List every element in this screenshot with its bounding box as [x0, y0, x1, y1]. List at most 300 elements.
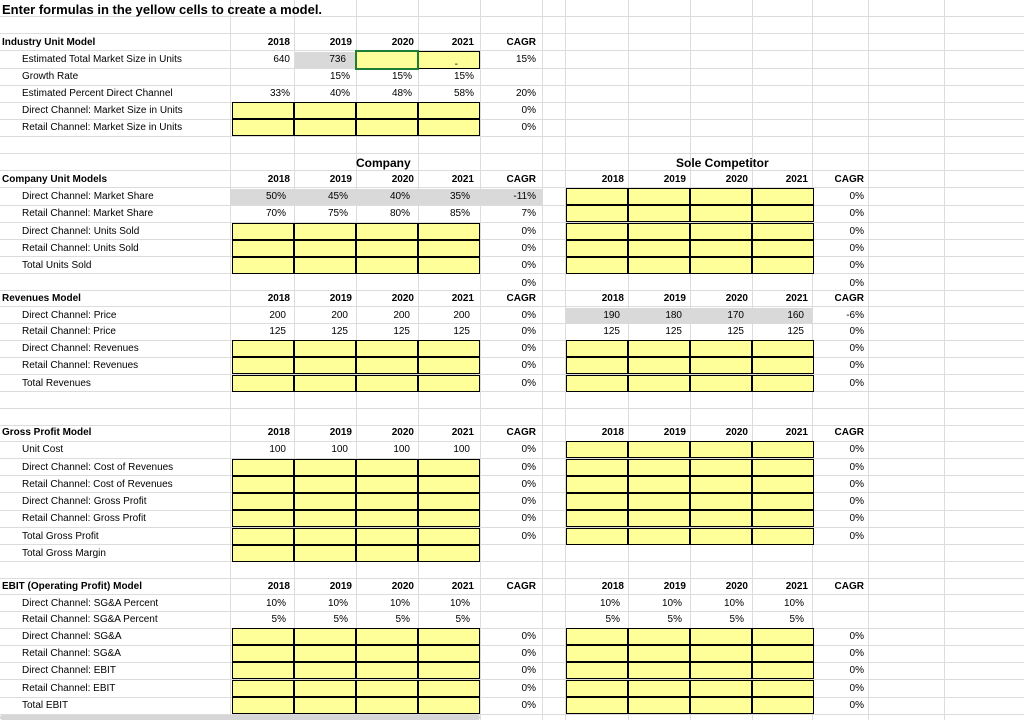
cell[interactable]: 190	[603, 310, 620, 321]
row-label: Direct Channel: Price	[22, 310, 117, 321]
yellow-input-cell[interactable]	[690, 205, 752, 222]
cell: 0%	[521, 444, 536, 455]
competitor-cagr-header: CAGR	[834, 293, 864, 304]
cell[interactable]: 160	[787, 310, 804, 321]
yellow-input-cell[interactable]	[418, 628, 480, 645]
yellow-input-cell[interactable]	[690, 340, 752, 357]
yellow-input-cell[interactable]	[356, 662, 418, 679]
yellow-input-cell[interactable]	[690, 257, 752, 274]
yellow-input-cell[interactable]	[628, 257, 690, 274]
cell[interactable]: 45%	[327, 191, 348, 202]
yellow-input-cell[interactable]	[566, 645, 628, 662]
yellow-input-cell[interactable]	[690, 357, 752, 374]
yellow-input-cell[interactable]	[752, 188, 814, 205]
yellow-input-cell[interactable]	[418, 223, 480, 240]
competitor-year-header: 2019	[663, 581, 686, 592]
cell: 0%	[521, 665, 536, 676]
yellow-input-cell[interactable]	[232, 528, 294, 545]
yellow-input-cell[interactable]	[752, 645, 814, 662]
cell[interactable]: 125	[665, 326, 682, 337]
yellow-input-cell[interactable]	[566, 340, 628, 357]
yellow-input-cell[interactable]	[566, 357, 628, 374]
yellow-input-cell[interactable]	[418, 102, 480, 119]
yellow-input-cell[interactable]	[752, 528, 814, 545]
cell[interactable]: 15%	[453, 71, 474, 82]
yellow-input-cell[interactable]	[356, 240, 418, 257]
yellow-input-cell[interactable]	[690, 697, 752, 714]
year-header: 2018	[267, 174, 290, 185]
row-label: Retail Channel: SG&A Percent	[22, 614, 158, 625]
yellow-input-cell[interactable]	[628, 188, 690, 205]
cell[interactable]: 125	[787, 326, 804, 337]
yellow-input-cell[interactable]	[628, 662, 690, 679]
yellow-input-cell[interactable]	[232, 645, 294, 662]
cell[interactable]: 10%	[389, 598, 410, 609]
cell[interactable]: 125	[453, 326, 470, 337]
yellow-input-cell[interactable]	[294, 662, 356, 679]
yellow-input-cell[interactable]	[418, 545, 480, 562]
cell[interactable]: 50%	[265, 191, 286, 202]
cell[interactable]: 100	[453, 444, 470, 455]
yellow-input-cell[interactable]	[566, 223, 628, 240]
row-label: Total EBIT	[22, 700, 69, 711]
cell[interactable]: 200	[453, 310, 470, 321]
cell: 0%	[849, 700, 864, 711]
cell[interactable]: 200	[331, 310, 348, 321]
cell: 20%	[515, 88, 536, 99]
yellow-input-cell[interactable]	[294, 340, 356, 357]
year-header: 2018	[267, 293, 290, 304]
yellow-input-cell[interactable]	[418, 510, 480, 527]
cell: 0%	[521, 648, 536, 659]
cell[interactable]: 5%	[667, 614, 682, 625]
yellow-input-cell[interactable]	[690, 528, 752, 545]
yellow-input-cell[interactable]	[232, 119, 294, 136]
yellow-input-cell[interactable]	[418, 257, 480, 274]
yellow-input-cell[interactable]	[418, 119, 480, 136]
row-label: Retail Channel: SG&A	[22, 648, 121, 659]
competitor-year-header: 2018	[601, 581, 624, 592]
cell: 0%	[521, 700, 536, 711]
year-2021: 2021	[451, 37, 474, 48]
yellow-input-cell[interactable]	[628, 697, 690, 714]
row-label: Direct Channel: Cost of Revenues	[22, 462, 174, 473]
yellow-input-cell[interactable]	[752, 459, 814, 476]
yellow-input-cell[interactable]	[418, 357, 480, 374]
competitor-year-header: 2021	[785, 293, 808, 304]
yellow-input-cell[interactable]	[356, 493, 418, 510]
yellow-input-cell[interactable]	[232, 357, 294, 374]
year-header: 2020	[391, 174, 414, 185]
yellow-input-cell[interactable]	[356, 645, 418, 662]
yellow-input-cell[interactable]	[294, 476, 356, 493]
row-label: Growth Rate	[22, 71, 79, 82]
yellow-input-cell[interactable]	[294, 375, 356, 392]
cell[interactable]: 736	[329, 54, 346, 65]
yellow-input-cell[interactable]	[356, 257, 418, 274]
yellow-input-cell[interactable]	[690, 240, 752, 257]
cell: 0%	[521, 326, 536, 337]
yellow-input-cell[interactable]	[294, 223, 356, 240]
yellow-input-cell[interactable]	[628, 459, 690, 476]
cell[interactable]: 33%	[269, 88, 290, 99]
competitor-year-header: 2018	[601, 293, 624, 304]
cell[interactable]: 5%	[789, 614, 804, 625]
cell: 0%	[849, 208, 864, 219]
yellow-input-cell[interactable]	[232, 459, 294, 476]
cell: 0%	[849, 226, 864, 237]
yellow-input-cell[interactable]	[566, 528, 628, 545]
competitor-year-header: 2019	[663, 427, 686, 438]
yellow-input-cell[interactable]	[294, 697, 356, 714]
yellow-input-cell[interactable]	[628, 441, 690, 458]
yellow-input-cell[interactable]	[566, 459, 628, 476]
yellow-input-cell[interactable]	[690, 459, 752, 476]
row-label: Retail Channel: EBIT	[22, 683, 116, 694]
yellow-input-cell[interactable]	[418, 680, 480, 697]
yellow-input-cell[interactable]	[356, 119, 418, 136]
yellow-input-cell[interactable]	[566, 188, 628, 205]
cell: 0%	[521, 360, 536, 371]
yellow-input-cell[interactable]	[232, 697, 294, 714]
row-label: Unit Cost	[22, 444, 64, 455]
row-label: Direct Channel: Gross Profit	[22, 496, 147, 507]
yellow-input-cell[interactable]	[232, 102, 294, 119]
yellow-input-cell[interactable]	[232, 340, 294, 357]
cell[interactable]: 40%	[329, 88, 350, 99]
yellow-input-cell[interactable]	[356, 340, 418, 357]
yellow-input-cell[interactable]	[294, 645, 356, 662]
cell[interactable]: 10%	[449, 598, 470, 609]
yellow-input-cell[interactable]	[294, 357, 356, 374]
yellow-input-cell[interactable]	[628, 628, 690, 645]
cell: 0%	[521, 378, 536, 389]
yellow-input-cell[interactable]	[356, 476, 418, 493]
yellow-input-cell[interactable]	[294, 240, 356, 257]
yellow-input-cell[interactable]	[752, 375, 814, 392]
yellow-input-cell[interactable]	[628, 510, 690, 527]
yellow-input-cell[interactable]	[690, 476, 752, 493]
yellow-input-cell[interactable]	[356, 528, 418, 545]
competitor-year-header: 2021	[785, 174, 808, 185]
year-header: 2021	[451, 581, 474, 592]
cell[interactable]: 70%	[265, 208, 286, 219]
year-header: 2020	[391, 293, 414, 304]
yellow-input-cell[interactable]	[752, 662, 814, 679]
yellow-input-cell[interactable]	[294, 102, 356, 119]
year-header: 2021	[451, 174, 474, 185]
yellow-input-cell[interactable]	[418, 697, 480, 714]
dash: -	[454, 59, 458, 70]
cell[interactable]: 58%	[453, 88, 474, 99]
cell[interactable]: 10%	[599, 598, 620, 609]
competitor-cagr-header: CAGR	[834, 174, 864, 185]
yellow-input-cell[interactable]	[690, 680, 752, 697]
cell: 0%	[849, 278, 864, 289]
yellow-input-cell[interactable]	[294, 493, 356, 510]
yellow-input-cell[interactable]	[294, 528, 356, 545]
cell[interactable]: 170	[727, 310, 744, 321]
yellow-input-cell[interactable]	[752, 476, 814, 493]
cell[interactable]: 125	[393, 326, 410, 337]
competitor-year-header: 2019	[663, 174, 686, 185]
horizontal-scrollbar[interactable]	[0, 715, 480, 720]
yellow-input-cell[interactable]	[232, 662, 294, 679]
yellow-input-cell[interactable]	[232, 545, 294, 562]
year-header: 2021	[451, 427, 474, 438]
cell[interactable]: 5%	[729, 614, 744, 625]
cell: 0%	[521, 631, 536, 642]
cell: 0%	[849, 243, 864, 254]
cell[interactable]: 5%	[395, 614, 410, 625]
competitor-cagr-header: CAGR	[834, 427, 864, 438]
year-2018: 2018	[267, 37, 290, 48]
yellow-input-cell[interactable]	[690, 510, 752, 527]
yellow-input-cell[interactable]	[418, 375, 480, 392]
yellow-input-cell[interactable]	[690, 375, 752, 392]
yellow-input-cell[interactable]	[690, 645, 752, 662]
yellow-input-cell[interactable]	[752, 340, 814, 357]
year-header: 2019	[329, 174, 352, 185]
yellow-input-cell[interactable]	[418, 240, 480, 257]
yellow-input-cell[interactable]	[356, 375, 418, 392]
revenues-heading: Revenues Model	[2, 293, 81, 304]
cell[interactable]: 200	[393, 310, 410, 321]
yellow-input-cell[interactable]	[418, 528, 480, 545]
row-label: Retail Channel: Units Sold	[22, 243, 139, 254]
cell: 0%	[849, 513, 864, 524]
yellow-input-cell[interactable]	[356, 510, 418, 527]
yellow-input-cell[interactable]	[232, 476, 294, 493]
cell: 0%	[521, 513, 536, 524]
yellow-input-cell[interactable]	[566, 441, 628, 458]
yellow-input-cell[interactable]	[356, 102, 418, 119]
yellow-input-cell[interactable]	[232, 240, 294, 257]
cell: 0%	[849, 531, 864, 542]
yellow-input-cell[interactable]	[356, 459, 418, 476]
yellow-input-cell[interactable]	[418, 476, 480, 493]
row-label: Retail Channel: Market Size in Units	[22, 122, 183, 133]
cell: -6%	[846, 310, 864, 321]
year-header: 2019	[329, 427, 352, 438]
yellow-input-cell[interactable]	[232, 375, 294, 392]
row-label: Total Units Sold	[22, 260, 92, 271]
cell[interactable]: 640	[273, 54, 290, 65]
cell[interactable]: 100	[393, 444, 410, 455]
yellow-input-cell[interactable]	[628, 205, 690, 222]
cell[interactable]: 125	[603, 326, 620, 337]
yellow-input-cell[interactable]	[690, 493, 752, 510]
cell[interactable]: 80%	[389, 208, 410, 219]
row-label: Total Gross Margin	[22, 548, 106, 559]
yellow-input-cell[interactable]	[752, 223, 814, 240]
yellow-input-cell[interactable]	[232, 628, 294, 645]
cell[interactable]: 5%	[333, 614, 348, 625]
yellow-input-cell[interactable]	[752, 680, 814, 697]
cell[interactable]: 15%	[329, 71, 350, 82]
yellow-input-cell[interactable]	[566, 205, 628, 222]
cell[interactable]: 125	[269, 326, 286, 337]
yellow-input-cell[interactable]	[628, 476, 690, 493]
yellow-input-cell[interactable]	[232, 510, 294, 527]
row-label: Retail Channel: Market Share	[22, 208, 154, 219]
yellow-input-cell[interactable]	[418, 493, 480, 510]
selected-cell[interactable]	[355, 50, 419, 70]
yellow-input-cell[interactable]	[752, 441, 814, 458]
cagr-header: CAGR	[506, 427, 536, 438]
cell[interactable]: 48%	[391, 88, 412, 99]
yellow-input-cell[interactable]	[294, 545, 356, 562]
yellow-input-cell[interactable]	[356, 680, 418, 697]
company-units-heading: Company Unit Models	[2, 174, 108, 185]
yellow-input-cell[interactable]	[356, 697, 418, 714]
row-label: Retail Channel: Revenues	[22, 360, 139, 371]
cell[interactable]: 10%	[661, 598, 682, 609]
cell: 0%	[521, 479, 536, 490]
cell[interactable]: 15%	[391, 71, 412, 82]
competitor-year-header: 2019	[663, 293, 686, 304]
yellow-input-cell[interactable]	[690, 662, 752, 679]
cell[interactable]: 100	[331, 444, 348, 455]
cell: 0%	[849, 479, 864, 490]
yellow-input-cell[interactable]	[566, 240, 628, 257]
row-label: Total Revenues	[22, 378, 91, 389]
cell: 15%	[515, 54, 536, 65]
gross-profit-heading: Gross Profit Model	[2, 427, 92, 438]
cell[interactable]: 100	[269, 444, 286, 455]
yellow-input-cell[interactable]	[418, 662, 480, 679]
group-company: Company	[356, 156, 411, 170]
yellow-input-cell[interactable]	[418, 459, 480, 476]
cell[interactable]: 75%	[327, 208, 348, 219]
yellow-input-cell[interactable]	[566, 375, 628, 392]
cell[interactable]: 10%	[265, 598, 286, 609]
cell: 0%	[849, 326, 864, 337]
yellow-input-cell[interactable]	[566, 510, 628, 527]
year-header: 2020	[391, 427, 414, 438]
cell[interactable]: 180	[665, 310, 682, 321]
cell[interactable]: 10%	[723, 598, 744, 609]
yellow-input-cell[interactable]	[752, 628, 814, 645]
cell[interactable]: 35%	[449, 191, 470, 202]
yellow-input-cell[interactable]	[752, 205, 814, 222]
cell[interactable]: 5%	[605, 614, 620, 625]
cell: 0%	[521, 496, 536, 507]
row-label: Direct Channel: Market Share	[22, 191, 154, 202]
sheet-title: Enter formulas in the yellow cells to create a model.	[2, 2, 323, 17]
yellow-input-cell[interactable]	[628, 240, 690, 257]
yellow-input-cell[interactable]	[752, 257, 814, 274]
yellow-input-cell[interactable]	[566, 662, 628, 679]
cell: 0%	[521, 122, 536, 133]
yellow-input-cell[interactable]	[356, 357, 418, 374]
yellow-input-cell[interactable]	[566, 476, 628, 493]
year-header: 2019	[329, 581, 352, 592]
year-header: 2018	[267, 427, 290, 438]
yellow-input-cell[interactable]	[752, 697, 814, 714]
cell: 0%	[521, 260, 536, 271]
row-label: Direct Channel: SG&A	[22, 631, 122, 642]
yellow-input-cell[interactable]	[294, 257, 356, 274]
yellow-input-cell[interactable]	[566, 257, 628, 274]
cell[interactable]: 85%	[449, 208, 470, 219]
yellow-input-cell[interactable]	[294, 459, 356, 476]
yellow-input-cell[interactable]	[566, 493, 628, 510]
yellow-input-cell[interactable]	[294, 119, 356, 136]
cell[interactable]: 200	[269, 310, 286, 321]
yellow-input-cell[interactable]	[356, 628, 418, 645]
yellow-input-cell[interactable]	[294, 680, 356, 697]
yellow-input-cell[interactable]	[628, 680, 690, 697]
yellow-input-cell[interactable]	[418, 340, 480, 357]
row-label: Direct Channel: Units Sold	[22, 226, 140, 237]
yellow-input-cell[interactable]	[356, 223, 418, 240]
yellow-input-cell[interactable]	[232, 223, 294, 240]
year-header: 2018	[267, 581, 290, 592]
row-label: Retail Channel: Price	[22, 326, 116, 337]
yellow-input-cell[interactable]	[628, 357, 690, 374]
cell: 0%	[521, 683, 536, 694]
yellow-input-cell[interactable]	[752, 240, 814, 257]
year-header: 2020	[391, 581, 414, 592]
competitor-year-header: 2018	[601, 174, 624, 185]
yellow-input-cell[interactable]	[752, 357, 814, 374]
cell[interactable]: 10%	[327, 598, 348, 609]
yellow-input-cell[interactable]	[690, 441, 752, 458]
row-label: Estimated Percent Direct Channel	[22, 88, 173, 99]
yellow-input-cell[interactable]	[752, 493, 814, 510]
yellow-input-cell[interactable]	[566, 680, 628, 697]
cell: 0%	[521, 243, 536, 254]
cell[interactable]: 5%	[455, 614, 470, 625]
yellow-input-cell[interactable]	[566, 628, 628, 645]
cell[interactable]: 5%	[271, 614, 286, 625]
yellow-input-cell[interactable]	[690, 188, 752, 205]
competitor-year-header: 2021	[785, 427, 808, 438]
yellow-input-cell[interactable]	[690, 223, 752, 240]
cagr-header: CAGR	[506, 174, 536, 185]
row-label: Direct Channel: EBIT	[22, 665, 116, 676]
yellow-input-cell[interactable]	[628, 223, 690, 240]
yellow-input-cell[interactable]	[418, 645, 480, 662]
yellow-input-cell[interactable]	[628, 493, 690, 510]
cell[interactable]: 40%	[389, 191, 410, 202]
competitor-year-header: 2018	[601, 427, 624, 438]
yellow-input-cell[interactable]	[628, 645, 690, 662]
cell[interactable]: 125	[331, 326, 348, 337]
yellow-input-cell[interactable]	[690, 628, 752, 645]
row-label: Retail Channel: Gross Profit	[22, 513, 146, 524]
cell[interactable]: 125	[727, 326, 744, 337]
yellow-input-cell[interactable]	[628, 340, 690, 357]
yellow-input-cell[interactable]	[294, 628, 356, 645]
yellow-input-cell[interactable]	[232, 493, 294, 510]
cell[interactable]: 10%	[783, 598, 804, 609]
yellow-input-cell[interactable]	[752, 510, 814, 527]
industry-heading: Industry Unit Model	[2, 37, 96, 48]
cell: 0%	[849, 360, 864, 371]
yellow-input-cell[interactable]	[294, 510, 356, 527]
competitor-year-header: 2020	[725, 174, 748, 185]
yellow-input-cell[interactable]	[628, 528, 690, 545]
cell: 0%	[849, 665, 864, 676]
yellow-input-cell[interactable]	[356, 545, 418, 562]
yellow-input-cell[interactable]	[232, 680, 294, 697]
yellow-input-cell[interactable]	[232, 257, 294, 274]
yellow-input-cell[interactable]	[566, 697, 628, 714]
year-2020: 2020	[391, 37, 414, 48]
yellow-input-cell[interactable]	[628, 375, 690, 392]
